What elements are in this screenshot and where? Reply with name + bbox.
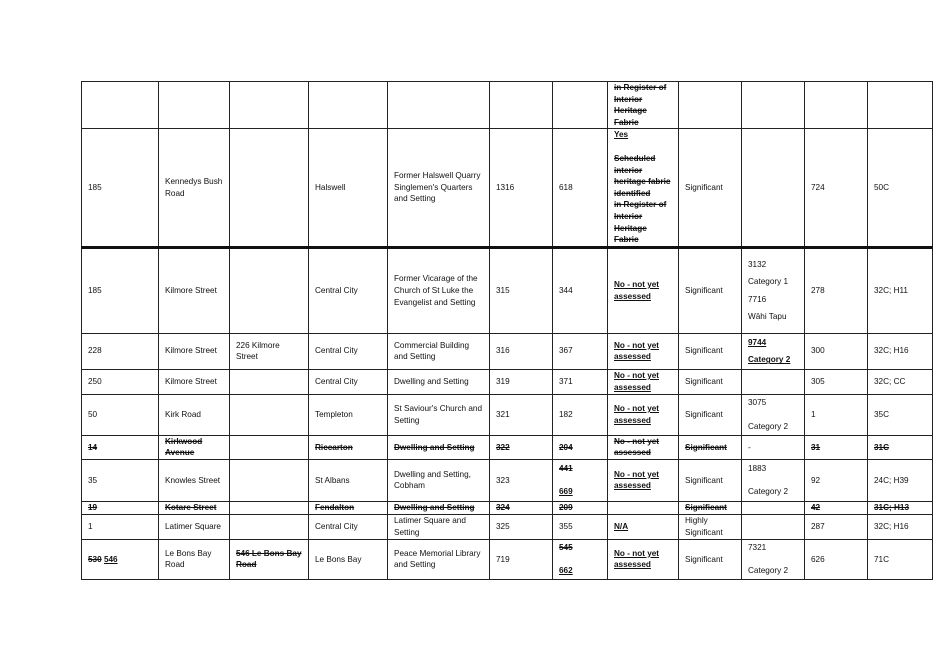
deleted-text: Kotare Street bbox=[165, 503, 217, 513]
description-cell bbox=[388, 501, 490, 514]
number-cell: 185 bbox=[82, 247, 159, 333]
description-cell: Latimer Square and Setting bbox=[388, 514, 490, 539]
hnzpt-cell bbox=[742, 539, 805, 579]
number-cell: 250 bbox=[82, 369, 159, 394]
item-number-cell: 315 bbox=[490, 247, 553, 333]
planning-map-cell: 32C; H11 bbox=[868, 247, 933, 333]
deleted-text: 42 bbox=[811, 503, 821, 513]
interior-assessment-cell bbox=[608, 501, 679, 514]
interior-assessment-cell bbox=[608, 129, 679, 247]
item-number-cell: 319 bbox=[490, 369, 553, 394]
significance-cell: Highly Significant bbox=[679, 514, 742, 539]
address-cell bbox=[230, 247, 309, 333]
significance-cell bbox=[679, 501, 742, 514]
statement-cell: 626 bbox=[805, 539, 868, 579]
hnzpt-cell bbox=[742, 459, 805, 501]
street-cell bbox=[159, 501, 230, 514]
suburb-cell: St Albans bbox=[309, 459, 388, 501]
deleted-text: Dwelling and Setting bbox=[394, 442, 475, 452]
statement-cell: 724 bbox=[805, 129, 868, 247]
suburb-cell bbox=[309, 501, 388, 514]
address-cell bbox=[230, 435, 309, 459]
table-row bbox=[82, 394, 933, 435]
deleted-text: 31C bbox=[874, 442, 890, 452]
table-row bbox=[82, 514, 933, 539]
number-cell: 35 bbox=[82, 459, 159, 501]
inserted-text: 546 bbox=[103, 554, 118, 564]
interior-assessment-cell bbox=[608, 82, 679, 129]
item-number-cell: 1316 bbox=[490, 129, 553, 247]
id-cell bbox=[553, 435, 608, 459]
hnzpt-cell bbox=[742, 333, 805, 369]
item-number-cell bbox=[490, 435, 553, 459]
deleted-text: 324 bbox=[496, 503, 510, 513]
address-cell bbox=[230, 394, 309, 435]
statement-cell bbox=[805, 501, 868, 514]
interior-assessment-cell bbox=[608, 539, 679, 579]
planning-map-cell: 32C; H16 bbox=[868, 333, 933, 369]
deleted-text: 209 bbox=[559, 503, 573, 513]
statement-cell: 287 bbox=[805, 514, 868, 539]
description-cell: Dwelling and Setting, Cobham bbox=[388, 459, 490, 501]
street-cell: Kilmore Street bbox=[159, 369, 230, 394]
hnzpt-category: Category 2 bbox=[748, 487, 789, 497]
number-cell: 228 bbox=[82, 333, 159, 369]
id-cell: 367 bbox=[553, 333, 608, 369]
deleted-text: 441 bbox=[559, 463, 573, 473]
deleted-text: Dwelling and Setting bbox=[394, 503, 475, 513]
hnzpt-cell bbox=[742, 394, 805, 435]
hnzpt-cell bbox=[742, 247, 805, 333]
hnzpt-cell bbox=[742, 369, 805, 394]
street-cell: Kilmore Street bbox=[159, 247, 230, 333]
hnzpt-cell bbox=[742, 514, 805, 539]
interior-assessment-cell bbox=[608, 369, 679, 394]
deleted-text: Scheduled bbox=[614, 153, 656, 163]
street-cell: Le Bons Bay Road bbox=[159, 539, 230, 579]
street-cell: Knowles Street bbox=[159, 459, 230, 501]
statement-cell bbox=[805, 435, 868, 459]
description-cell: Dwelling and Setting bbox=[388, 369, 490, 394]
table-cell bbox=[230, 82, 309, 129]
statement-cell: 300 bbox=[805, 333, 868, 369]
description-cell: Peace Memorial Library and Setting bbox=[388, 539, 490, 579]
id-cell: 182 bbox=[553, 394, 608, 435]
table-row bbox=[82, 435, 933, 459]
significance-cell: Significant bbox=[679, 394, 742, 435]
deleted-text: 546 Le Bons Bay Road bbox=[236, 548, 302, 570]
deleted-text: identified bbox=[614, 188, 651, 198]
planning-map-cell: 35C bbox=[868, 394, 933, 435]
suburb-cell: Central City bbox=[309, 514, 388, 539]
number-cell bbox=[82, 539, 159, 579]
inserted-text: No - not yet assessed bbox=[614, 548, 660, 570]
inserted-text: No - not yet assessed bbox=[614, 371, 660, 392]
deleted-text: 530 bbox=[88, 554, 102, 564]
table-cell bbox=[553, 82, 608, 129]
street-cell: Kirk Road bbox=[159, 394, 230, 435]
table-cell bbox=[679, 82, 742, 129]
description-cell: Commercial Building and Setting bbox=[388, 333, 490, 369]
table-row bbox=[82, 501, 933, 514]
street-cell: Kennedys Bush Road bbox=[159, 129, 230, 247]
deleted-text: No - not yet assessed bbox=[614, 436, 660, 458]
table-cell bbox=[309, 82, 388, 129]
planning-map-cell: 32C; H16 bbox=[868, 514, 933, 539]
id-cell: 355 bbox=[553, 514, 608, 539]
table-row bbox=[82, 333, 933, 369]
planning-map-cell: 24C; H39 bbox=[868, 459, 933, 501]
planning-map-cell bbox=[868, 501, 933, 514]
table-cell bbox=[388, 82, 490, 129]
item-number-cell: 316 bbox=[490, 333, 553, 369]
table-cell bbox=[868, 82, 933, 129]
description-cell: Former Halswell Quarry Singlemen's Quarters and Setting bbox=[388, 129, 490, 247]
hnzpt-number: 3075 bbox=[748, 398, 767, 408]
number-cell: 185 bbox=[82, 129, 159, 247]
deleted-text: Interior bbox=[614, 211, 643, 221]
address-cell bbox=[230, 369, 309, 394]
hnzpt-category: Category 2 bbox=[748, 355, 791, 365]
significance-cell bbox=[679, 435, 742, 459]
number-cell bbox=[82, 501, 159, 514]
number-cell: 50 bbox=[82, 394, 159, 435]
street-cell: Kilmore Street bbox=[159, 333, 230, 369]
inserted-text: No - not yet assessed bbox=[614, 280, 660, 301]
suburb-cell: Templeton bbox=[309, 394, 388, 435]
item-number-cell bbox=[490, 501, 553, 514]
item-number-cell: 321 bbox=[490, 394, 553, 435]
table-row bbox=[82, 459, 933, 501]
inserted-text: 669 bbox=[559, 487, 573, 497]
table-cell bbox=[490, 82, 553, 129]
hnzpt-category: Category 2 bbox=[748, 566, 789, 576]
id-cell bbox=[553, 459, 608, 501]
hnzpt-number: 3132 bbox=[748, 259, 767, 269]
statement-cell: 305 bbox=[805, 369, 868, 394]
address-cell bbox=[230, 539, 309, 579]
significance-cell: Significant bbox=[679, 369, 742, 394]
hnzpt-cell: - bbox=[742, 435, 805, 459]
table-cell bbox=[742, 82, 805, 129]
table-row bbox=[82, 247, 933, 333]
description-cell: Former Vicarage of the Church of St Luke the Evangelist and Setting bbox=[388, 247, 490, 333]
suburb-cell: Halswell bbox=[309, 129, 388, 247]
table-row bbox=[82, 82, 933, 129]
planning-map-cell: 71C bbox=[868, 539, 933, 579]
planning-map-cell bbox=[868, 435, 933, 459]
number-cell bbox=[82, 435, 159, 459]
interior-assessment-cell bbox=[608, 459, 679, 501]
suburb-cell: Central City bbox=[309, 333, 388, 369]
hnzpt-number: 1883 bbox=[748, 463, 767, 473]
table-row bbox=[82, 539, 933, 579]
id-cell: 371 bbox=[553, 369, 608, 394]
hnzpt-cell bbox=[742, 129, 805, 247]
interior-assessment-cell bbox=[608, 247, 679, 333]
deleted-text: Fendalton bbox=[315, 503, 355, 513]
hnzpt-number: 9744 bbox=[748, 337, 767, 347]
deleted-text: 31C; H13 bbox=[874, 503, 910, 513]
id-cell bbox=[553, 501, 608, 514]
table-cell bbox=[805, 82, 868, 129]
street-cell bbox=[159, 435, 230, 459]
interior-assessment-cell bbox=[608, 394, 679, 435]
deleted-text: heritage fabric bbox=[614, 177, 671, 187]
hnzpt-number: 7716 bbox=[748, 294, 767, 304]
address-cell bbox=[230, 501, 309, 514]
deleted-text: Heritage Fabric bbox=[614, 106, 647, 127]
deleted-text: 19 bbox=[88, 503, 98, 513]
planning-map-cell: 32C; CC bbox=[868, 369, 933, 394]
deleted-text: interior bbox=[614, 165, 643, 175]
deleted-text: Heritage Fabric bbox=[614, 223, 647, 245]
suburb-cell bbox=[309, 435, 388, 459]
table-cell bbox=[159, 82, 230, 129]
deleted-text: 31 bbox=[811, 442, 821, 452]
deleted-text: 545 bbox=[559, 542, 573, 552]
id-cell bbox=[553, 539, 608, 579]
description-cell bbox=[388, 435, 490, 459]
item-number-cell: 719 bbox=[490, 539, 553, 579]
deleted-text: 14 bbox=[88, 442, 98, 452]
id-cell: 618 bbox=[553, 129, 608, 247]
address-cell bbox=[230, 514, 309, 539]
deleted-text: Interior bbox=[614, 94, 643, 104]
address-cell bbox=[230, 459, 309, 501]
address-cell: 226 Kilmore Street bbox=[230, 333, 309, 369]
table-cell bbox=[82, 82, 159, 129]
deleted-text: 204 bbox=[559, 442, 573, 452]
inserted-text: No - not yet assessed bbox=[614, 340, 660, 362]
deleted-text: Significant bbox=[685, 442, 727, 452]
heritage-schedule-table bbox=[81, 81, 933, 580]
deleted-text: 322 bbox=[496, 442, 510, 452]
hnzpt-category: Category 1 bbox=[748, 277, 789, 287]
number-cell: 1 bbox=[82, 514, 159, 539]
hnzpt-category: Category 2 bbox=[748, 421, 789, 431]
significance-cell: Significant bbox=[679, 247, 742, 333]
planning-map-cell: 50C bbox=[868, 129, 933, 247]
hnzpt-category: Wāhi Tapu bbox=[748, 312, 787, 322]
table-row bbox=[82, 369, 933, 394]
description-cell: St Saviour's Church and Setting bbox=[388, 394, 490, 435]
hnzpt-number: 7321 bbox=[748, 542, 767, 552]
inserted-text: 662 bbox=[559, 566, 573, 576]
inserted-text: No - not yet assessed bbox=[614, 469, 660, 491]
item-number-cell: 325 bbox=[490, 514, 553, 539]
inserted-text: Yes bbox=[614, 130, 629, 140]
address-cell bbox=[230, 129, 309, 247]
interior-assessment-cell bbox=[608, 333, 679, 369]
interior-assessment-cell bbox=[608, 514, 679, 539]
significance-cell: Significant bbox=[679, 539, 742, 579]
statement-cell: 1 bbox=[805, 394, 868, 435]
id-cell: 344 bbox=[553, 247, 608, 333]
significance-cell: Significant bbox=[679, 129, 742, 247]
interior-assessment-cell bbox=[608, 435, 679, 459]
table-row bbox=[82, 129, 933, 247]
deleted-text: in Register of bbox=[614, 200, 667, 210]
inserted-text: N/A bbox=[614, 522, 629, 532]
item-number-cell: 323 bbox=[490, 459, 553, 501]
statement-cell: 278 bbox=[805, 247, 868, 333]
suburb-cell: Central City bbox=[309, 369, 388, 394]
significance-cell: Significant bbox=[679, 459, 742, 501]
deleted-text: in Register of bbox=[614, 83, 667, 92]
significance-cell: Significant bbox=[679, 333, 742, 369]
statement-cell: 92 bbox=[805, 459, 868, 501]
hnzpt-cell bbox=[742, 501, 805, 514]
suburb-cell: Central City bbox=[309, 247, 388, 333]
suburb-cell: Le Bons Bay bbox=[309, 539, 388, 579]
deleted-text: Kirkwood Avenue bbox=[165, 436, 203, 458]
deleted-text: Significant bbox=[685, 503, 727, 513]
inserted-text: No - not yet assessed bbox=[614, 404, 660, 425]
deleted-text: Riccarton bbox=[315, 442, 353, 452]
street-cell: Latimer Square bbox=[159, 514, 230, 539]
